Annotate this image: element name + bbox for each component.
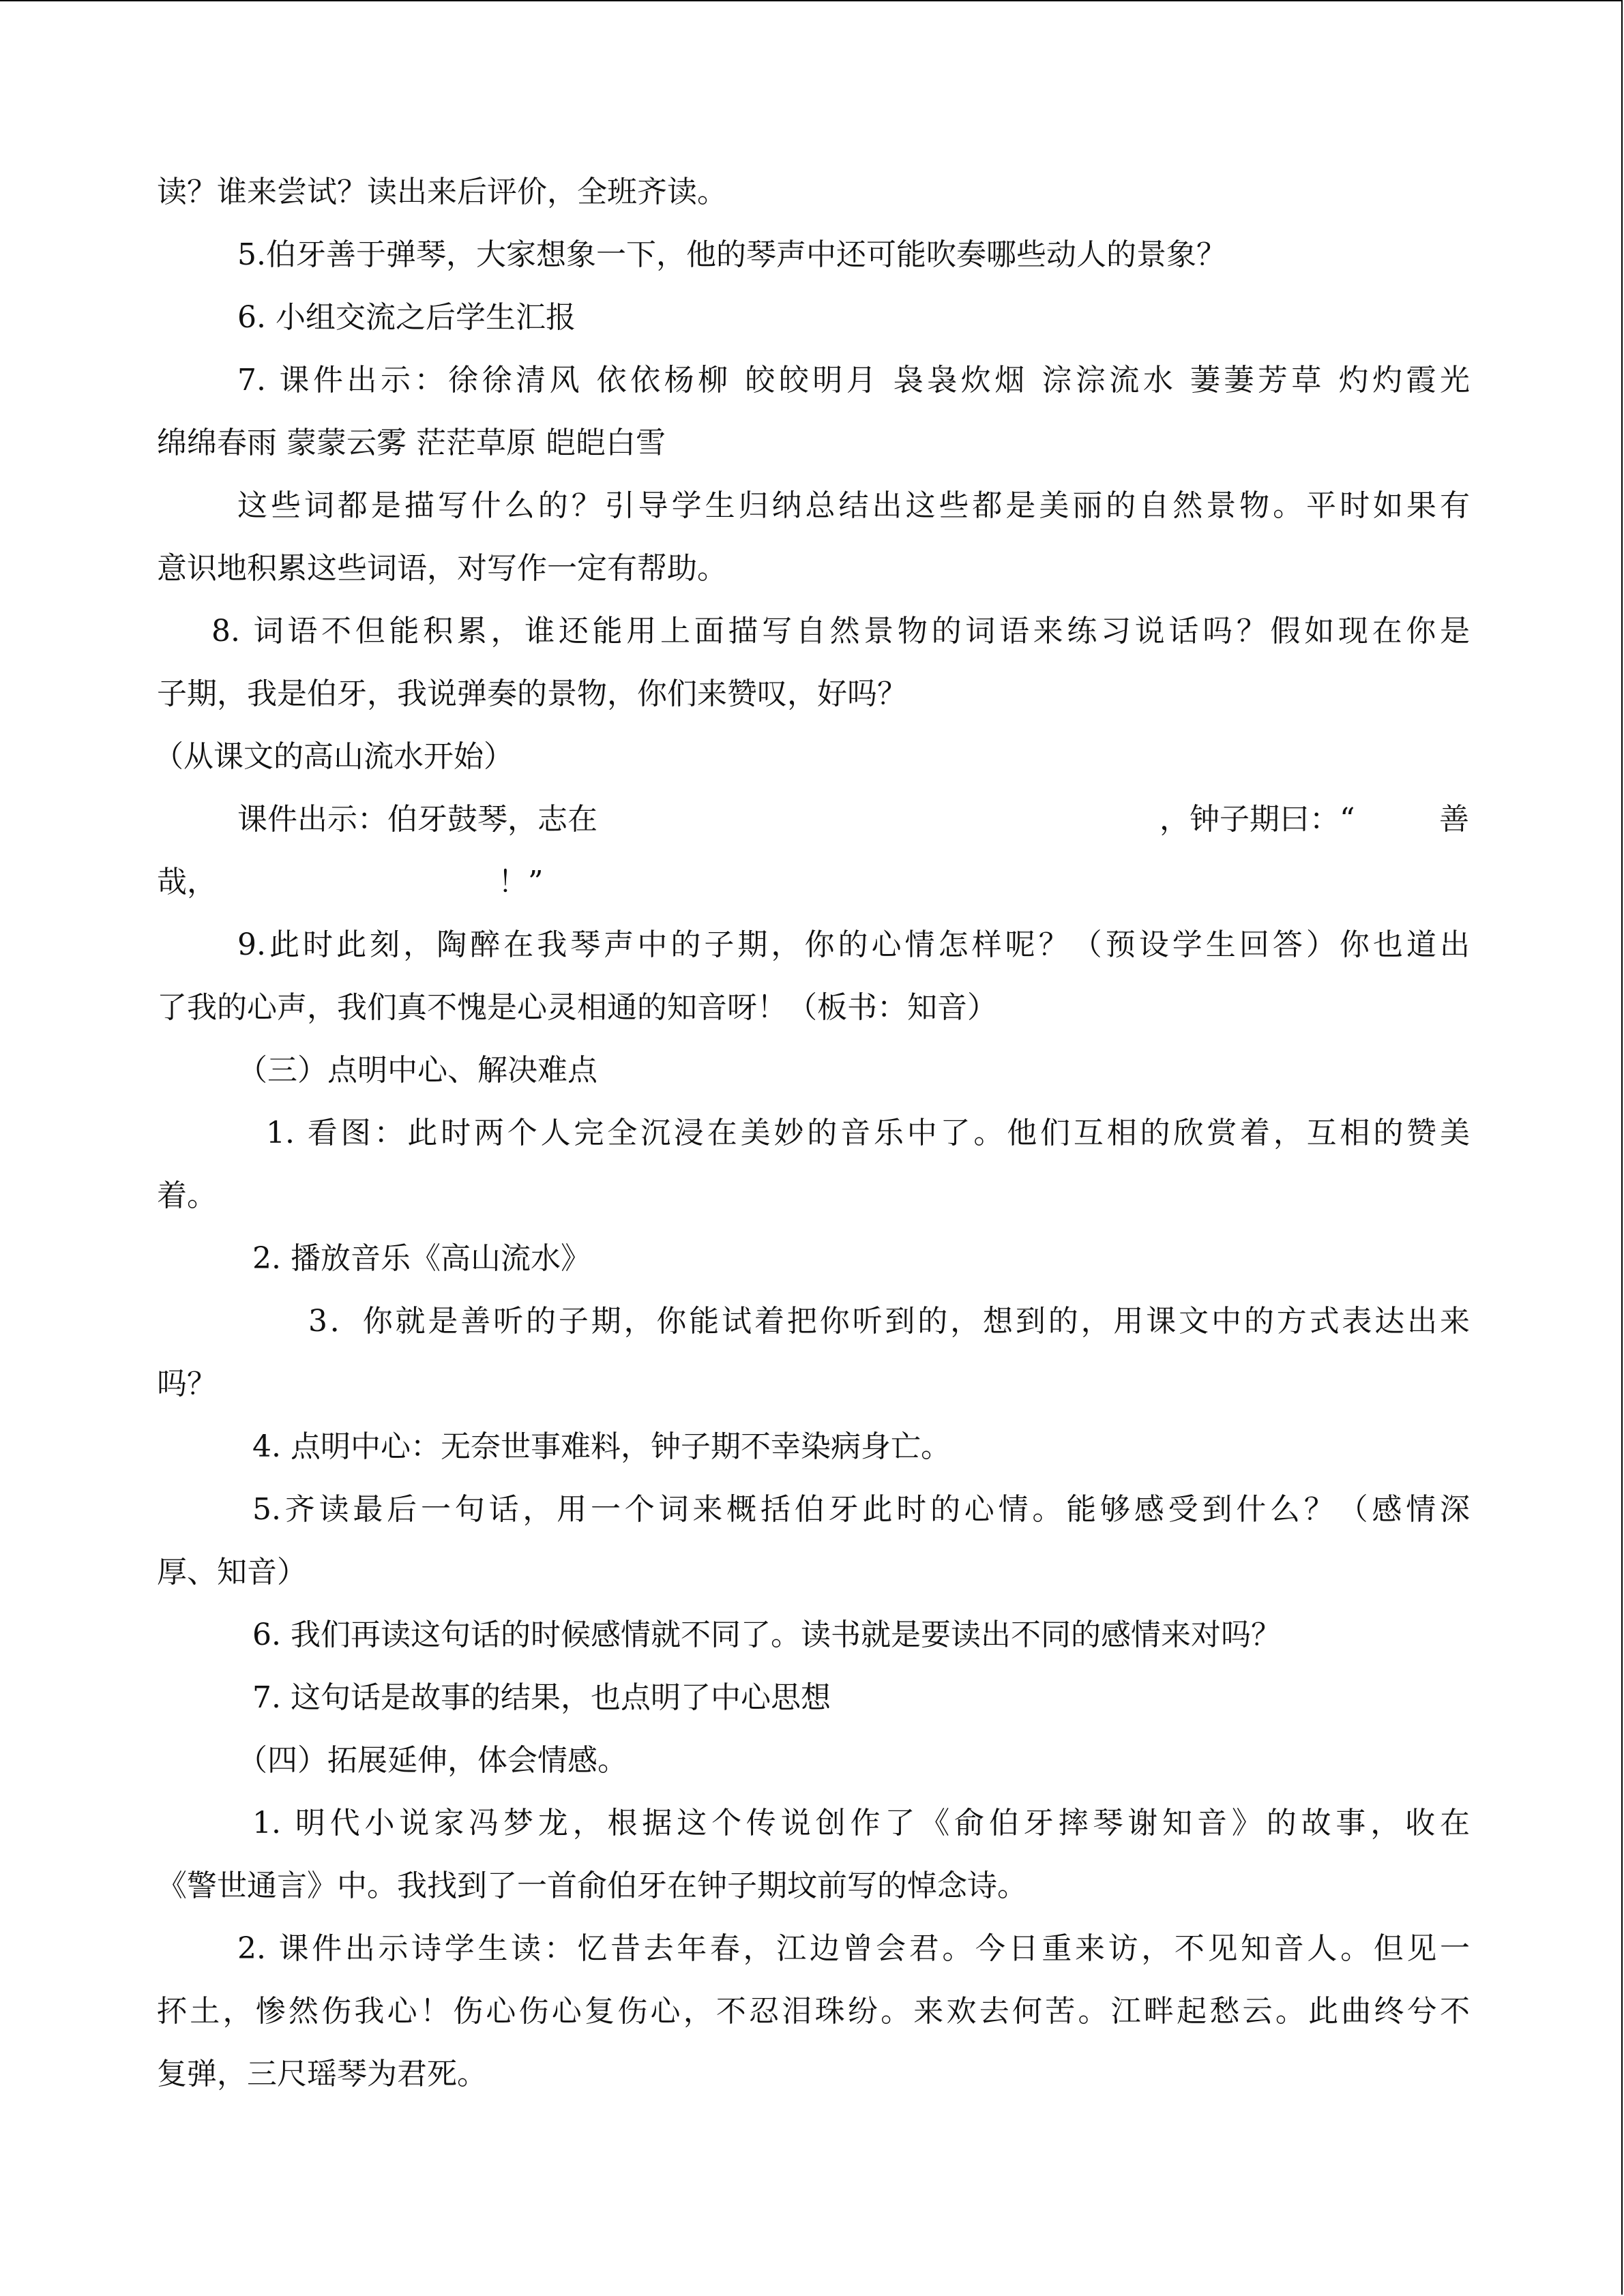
text-line: 6. 小组交流之后学生汇报 — [237, 300, 576, 335]
text-line: 9.此时此刻，陶醉在我琴声中的子期，你的心情怎样呢？（预设学生回答）你也道出 — [237, 927, 1470, 962]
text-line: 课件出示：伯牙鼓琴，志在 — [237, 802, 597, 837]
text-line: ！” — [498, 865, 544, 899]
text-line: ，钟子期曰：“ — [1160, 802, 1355, 837]
text-line: 抔土，惨然伤我心！伤心伤心复伤心，不忍泪珠纷。来欢去何苦。江畔起愁云。此曲终兮不 — [157, 1994, 1470, 2029]
text-line: 复弹，三尺瑶琴为君死。 — [157, 2057, 487, 2091]
text-line: 厚、知音） — [157, 1555, 307, 1590]
text-line: 5.齐读最后一句话，用一个词来概括伯牙此时的心情。能够感受到什么？（感情深 — [252, 1492, 1470, 1527]
text-line: 4. 点明中心：无奈世事难料，钟子期不幸染病身亡。 — [252, 1429, 951, 1464]
text-line: 绵绵春雨 蒙蒙云雾 茫茫草原 皑皑白雪 — [157, 426, 666, 460]
text-line: （从课文的高山流水开始） — [153, 739, 514, 774]
text-line: 意识地积累这些词语，对写作一定有帮助。 — [157, 551, 727, 586]
text-line: 7. 这句话是故事的结果，也点明了中心思想 — [252, 1680, 831, 1715]
text-line: 着。 — [157, 1178, 217, 1213]
text-line: 哉， — [157, 865, 217, 899]
text-line: 8. 词语不但能积累，谁还能用上面描写自然景物的词语来练习说话吗？假如现在你是 — [211, 614, 1470, 648]
text-line: 2. 播放音乐《高山流水》 — [252, 1241, 591, 1276]
text-line: 《警世通言》中。我找到了一首俞伯牙在钟子期坟前写的悼念诗。 — [157, 1868, 1027, 1903]
text-line: 吗？ — [157, 1367, 217, 1401]
text-line: 6. 我们再读这句话的时候感情就不同了。读书就是要读出不同的感情来对吗？ — [252, 1617, 1281, 1652]
text-line: 2. 课件出示诗学生读：忆昔去年春，江边曾会君。今日重来访，不见知音人。但见一 — [237, 1931, 1470, 1966]
text-line: 了我的心声，我们真不愧是心灵相通的知音呀！（板书：知音） — [157, 990, 997, 1025]
text-line: 3．你就是善听的子期，你能试着把你听到的，想到的，用课文中的方式表达出来 — [308, 1304, 1470, 1339]
text-line: 5.伯牙善于弹琴，大家想象一下，他的琴声中还可能吹奏哪些动人的景象？ — [237, 237, 1226, 272]
section-heading: （四）拓展延伸，体会情感。 — [237, 1743, 628, 1778]
text-line: 子期，我是伯牙，我说弹奏的景物，你们来赞叹，好吗？ — [157, 676, 907, 711]
text-line: 读？谁来尝试？读出来后评价，全班齐读。 — [157, 175, 727, 209]
text-line: 这些词都是描写什么的？引导学生归纳总结出这些都是美丽的自然景物。平时如果有 — [237, 488, 1470, 523]
text-line: 1. 明代小说家冯梦龙，根据这个传说创作了《俞伯牙摔琴谢知音》的故事，收在 — [252, 1806, 1470, 1840]
text-line: 7. 课件出示：徐徐清风 依依杨柳 皎皎明月 袅袅炊烟 淙淙流水 萋萋芳草 灼灼霞光 — [237, 363, 1470, 398]
section-heading: （三）点明中心、解决难点 — [237, 1053, 597, 1088]
text-line: 善 — [1439, 802, 1469, 837]
text-line: 1. 看图：此时两个人完全沉浸在美妙的音乐中了。他们互相的欣赏着，互相的赞美 — [266, 1116, 1470, 1150]
